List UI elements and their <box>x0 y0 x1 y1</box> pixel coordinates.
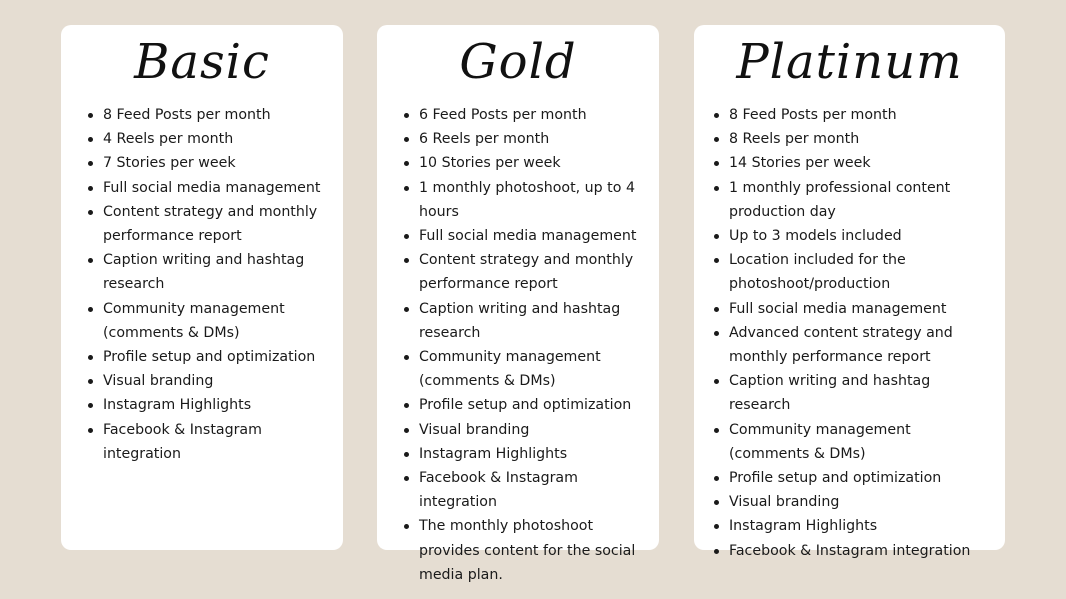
bullet-dot-icon <box>714 186 719 191</box>
bullet-dot-icon <box>714 379 719 384</box>
feature-list-platinum <box>729 103 987 563</box>
feature-item <box>419 466 645 514</box>
feature-item <box>419 442 645 466</box>
feature-item <box>103 297 329 345</box>
bullet-dot-icon <box>404 428 409 433</box>
bullet-dot-icon <box>404 524 409 529</box>
feature-item <box>729 151 987 175</box>
feature-text: 6 Reels per month <box>419 131 550 148</box>
plan-card-gold <box>377 25 659 583</box>
feature-text: Full social media management <box>729 300 947 317</box>
bullet-dot-icon <box>714 331 719 336</box>
bullet-dot-icon <box>404 137 409 142</box>
feature-item <box>103 369 329 393</box>
feature-item <box>103 393 329 417</box>
plan-title-basic: Basic <box>134 34 270 90</box>
bullet-dot-icon <box>404 355 409 360</box>
bullet-dot-icon <box>714 428 719 433</box>
bullet-dot-icon <box>714 549 719 554</box>
feature-text: Facebook & Instagram integration <box>729 542 971 559</box>
feature-text: Content strategy and monthly performance report <box>419 252 634 293</box>
bullet-dot-icon <box>714 307 719 312</box>
feature-text: Caption writing and hashtag research <box>419 300 621 341</box>
feature-text: Community management (comments & DMs) <box>729 421 911 462</box>
feature-text: Instagram Highlights <box>103 397 252 414</box>
feature-item <box>419 127 645 151</box>
feature-item <box>729 224 987 248</box>
bullet-dot-icon <box>404 234 409 239</box>
bullet-dot-icon <box>88 161 93 166</box>
feature-item <box>729 539 987 563</box>
feature-text: Content strategy and monthly performance report <box>103 203 318 245</box>
bullet-dot-icon <box>714 258 719 263</box>
feature-item <box>729 466 987 490</box>
feature-item <box>729 490 987 514</box>
bullet-dot-icon <box>404 186 409 191</box>
feature-text: 8 Feed Posts per month <box>103 107 271 123</box>
feature-item <box>103 151 329 175</box>
feature-list-basic <box>103 103 329 466</box>
bullet-dot-icon <box>404 307 409 312</box>
feature-list-gold <box>419 103 645 587</box>
feature-item <box>419 393 645 417</box>
plan-card-platinum <box>694 25 1005 559</box>
feature-text: Instagram Highlights <box>419 445 568 462</box>
feature-text: Visual branding <box>419 421 530 438</box>
feature-text: The monthly photoshoot provides content for the social media plan. <box>419 518 636 583</box>
bullet-dot-icon <box>404 476 409 481</box>
feature-text: Profile setup and optimization <box>419 397 632 414</box>
feature-item <box>729 103 987 127</box>
feature-text: Location included for the photoshoot/production <box>729 252 906 293</box>
feature-item <box>729 297 987 321</box>
plan-card-basic <box>61 25 343 550</box>
feature-item <box>103 200 329 248</box>
feature-text: Profile setup and optimization <box>729 470 942 487</box>
feature-text: 7 Stories per week <box>103 155 236 172</box>
feature-text: Caption writing and hashtag research <box>103 252 305 293</box>
feature-item <box>729 127 987 151</box>
feature-item <box>103 127 329 151</box>
plan-title-gold: Gold <box>459 34 577 90</box>
feature-item <box>729 176 987 224</box>
bullet-dot-icon <box>714 137 719 142</box>
feature-text: Visual branding <box>103 373 214 390</box>
feature-item <box>419 151 645 175</box>
bullet-dot-icon <box>404 113 409 118</box>
feature-text: 10 Stories per week <box>419 155 561 172</box>
bullet-dot-icon <box>88 428 93 433</box>
bullet-dot-icon <box>404 161 409 166</box>
feature-item <box>419 345 645 393</box>
feature-text: Community management (comments & DMs) <box>419 349 601 390</box>
feature-text: Community management (comments & DMs) <box>103 300 285 341</box>
bullet-dot-icon <box>88 307 93 312</box>
bullet-dot-icon <box>714 524 719 529</box>
feature-text: 8 Feed Posts per month <box>729 107 897 123</box>
feature-item <box>419 224 645 248</box>
bullet-dot-icon <box>88 113 93 118</box>
feature-text: 1 monthly photoshoot, up to 4 hours <box>419 179 635 220</box>
feature-text: 6 Feed Posts per month <box>419 107 587 123</box>
feature-text: Caption writing and hashtag research <box>729 373 931 414</box>
feature-text: Facebook & Instagram integration <box>419 470 578 511</box>
bullet-dot-icon <box>88 210 93 215</box>
feature-text: 4 Reels per month <box>103 131 234 148</box>
bullet-dot-icon <box>88 137 93 142</box>
feature-item <box>419 176 645 224</box>
feature-text: Full social media management <box>103 179 321 196</box>
feature-item <box>729 369 987 417</box>
feature-item <box>419 418 645 442</box>
bullet-dot-icon <box>88 355 93 360</box>
bullet-dot-icon <box>88 379 93 384</box>
bullet-dot-icon <box>88 403 93 408</box>
feature-text: Profile setup and optimization <box>103 349 316 366</box>
feature-text: Facebook & Instagram integration <box>103 421 262 462</box>
feature-item <box>103 248 329 296</box>
feature-text: 8 Reels per month <box>729 131 860 148</box>
bullet-dot-icon <box>88 258 93 263</box>
feature-item <box>729 418 987 466</box>
feature-item <box>419 103 645 127</box>
bullet-dot-icon <box>714 113 719 118</box>
feature-item <box>419 297 645 345</box>
feature-text: Advanced content strategy and monthly performance report <box>729 324 953 366</box>
bullet-dot-icon <box>404 452 409 457</box>
feature-item <box>103 103 329 127</box>
feature-text: Instagram Highlights <box>729 518 878 535</box>
feature-text: Visual branding <box>729 494 840 511</box>
feature-text: Up to 3 models included <box>729 228 902 245</box>
feature-item <box>419 514 645 587</box>
feature-item <box>103 345 329 369</box>
bullet-dot-icon <box>404 258 409 263</box>
bullet-dot-icon <box>714 476 719 481</box>
bullet-dot-icon <box>714 234 719 239</box>
feature-item <box>729 514 987 538</box>
bullet-dot-icon <box>714 500 719 505</box>
feature-text: 1 monthly professional content production day <box>729 179 951 220</box>
feature-text: Full social media management <box>419 228 637 245</box>
bullet-dot-icon <box>714 161 719 166</box>
feature-item <box>103 418 329 466</box>
feature-item <box>419 248 645 296</box>
feature-item <box>103 176 329 200</box>
bullet-dot-icon <box>88 186 93 191</box>
feature-text: 14 Stories per week <box>729 155 871 172</box>
bullet-dot-icon <box>404 403 409 408</box>
feature-item <box>729 248 987 296</box>
plan-title-platinum: Platinum <box>736 34 963 90</box>
feature-item <box>729 321 987 369</box>
